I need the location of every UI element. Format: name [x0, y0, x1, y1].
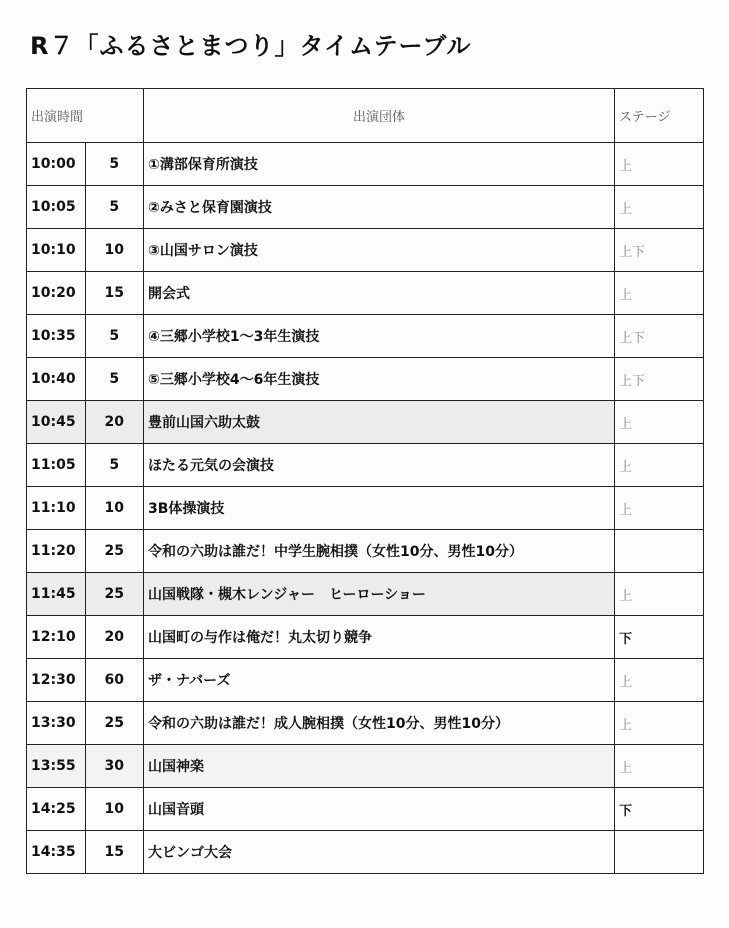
stage-cell: 上下 — [615, 229, 704, 272]
duration-cell: 5 — [85, 186, 144, 229]
time-cell: 10:10 — [27, 229, 86, 272]
duration-cell: 25 — [85, 530, 144, 573]
duration-cell: 10 — [85, 487, 144, 530]
time-cell: 10:45 — [27, 401, 86, 444]
time-cell: 10:20 — [27, 272, 86, 315]
stage-cell: 上下 — [615, 358, 704, 401]
stage-cell: 上 — [615, 186, 704, 229]
time-cell: 11:20 — [27, 530, 86, 573]
group-cell: ザ・ナバーズ — [144, 659, 615, 702]
group-cell: ⑤三郷小学校4～6年生演技 — [144, 358, 615, 401]
stage-cell: 下 — [615, 788, 704, 831]
header-time: 出演時間 — [27, 89, 144, 143]
duration-cell: 5 — [85, 444, 144, 487]
duration-cell: 20 — [85, 616, 144, 659]
time-cell: 11:45 — [27, 573, 86, 616]
stage-cell: 上 — [615, 401, 704, 444]
stage-cell: 上 — [615, 702, 704, 745]
duration-cell: 30 — [85, 745, 144, 788]
stage-cell: 上下 — [615, 315, 704, 358]
duration-cell: 5 — [85, 315, 144, 358]
duration-cell: 25 — [85, 573, 144, 616]
duration-cell: 10 — [85, 788, 144, 831]
time-cell: 14:35 — [27, 831, 86, 874]
time-cell: 13:30 — [27, 702, 86, 745]
duration-cell: 5 — [85, 143, 144, 186]
time-cell: 10:00 — [27, 143, 86, 186]
table-row — [27, 358, 704, 401]
table-row — [27, 272, 704, 315]
duration-cell: 15 — [85, 272, 144, 315]
table-row — [27, 530, 704, 573]
time-cell: 11:10 — [27, 487, 86, 530]
group-cell: 開会式 — [144, 272, 615, 315]
stage-cell: 上 — [615, 143, 704, 186]
stage-cell: 上 — [615, 573, 704, 616]
duration-cell: 60 — [85, 659, 144, 702]
time-cell: 12:30 — [27, 659, 86, 702]
duration-cell: 15 — [85, 831, 144, 874]
group-cell: 山国町の与作は俺だ！丸太切り競争 — [144, 616, 615, 659]
group-cell: 3B体操演技 — [144, 487, 615, 530]
group-cell: ②みさと保育園演技 — [144, 186, 615, 229]
group-cell: ③山国サロン演技 — [144, 229, 615, 272]
time-cell: 13:55 — [27, 745, 86, 788]
group-cell: ①溝部保育所演技 — [144, 143, 615, 186]
stage-cell: 上 — [615, 444, 704, 487]
group-cell: 豊前山国六助太鼓 — [144, 401, 615, 444]
time-cell: 10:05 — [27, 186, 86, 229]
table-row — [27, 702, 704, 745]
time-cell: 10:35 — [27, 315, 86, 358]
duration-cell: 25 — [85, 702, 144, 745]
table-row — [27, 401, 704, 444]
duration-cell: 20 — [85, 401, 144, 444]
stage-cell: 上 — [615, 659, 704, 702]
time-cell: 11:05 — [27, 444, 86, 487]
header-stage: ステージ — [615, 89, 704, 143]
table-row — [27, 186, 704, 229]
table-row — [27, 444, 704, 487]
stage-cell — [615, 831, 704, 874]
group-cell: 大ビンゴ大会 — [144, 831, 615, 874]
group-cell: 山国戦隊・槻木レンジャー ヒーローショー — [144, 573, 615, 616]
page-title: R７「ふるさとまつり」タイムテーブル — [30, 32, 472, 60]
table-row — [27, 659, 704, 702]
time-cell: 10:40 — [27, 358, 86, 401]
table-row — [27, 143, 704, 186]
table-row — [27, 229, 704, 272]
time-cell: 12:10 — [27, 616, 86, 659]
stage-cell: 下 — [615, 616, 704, 659]
table-row — [27, 745, 704, 788]
group-cell: 令和の六助は誰だ！中学生腕相撲（女性10分、男性10分） — [144, 530, 615, 573]
time-cell: 14:25 — [27, 788, 86, 831]
table-header-row — [27, 89, 704, 143]
table-row — [27, 573, 704, 616]
table-row — [27, 315, 704, 358]
group-cell: 山国神楽 — [144, 745, 615, 788]
table-row — [27, 487, 704, 530]
group-cell: ほたる元気の会演技 — [144, 444, 615, 487]
duration-cell: 10 — [85, 229, 144, 272]
group-cell: ④三郷小学校1～3年生演技 — [144, 315, 615, 358]
stage-cell: 上 — [615, 272, 704, 315]
table-row — [27, 831, 704, 874]
duration-cell: 5 — [85, 358, 144, 401]
group-cell: 山国音頭 — [144, 788, 615, 831]
stage-cell: 上 — [615, 745, 704, 788]
stage-cell — [615, 530, 704, 573]
timetable — [26, 88, 704, 874]
stage-cell: 上 — [615, 487, 704, 530]
header-group: 出演団体 — [144, 89, 615, 143]
table-row — [27, 616, 704, 659]
table-row — [27, 788, 704, 831]
group-cell: 令和の六助は誰だ！成人腕相撲（女性10分、男性10分） — [144, 702, 615, 745]
